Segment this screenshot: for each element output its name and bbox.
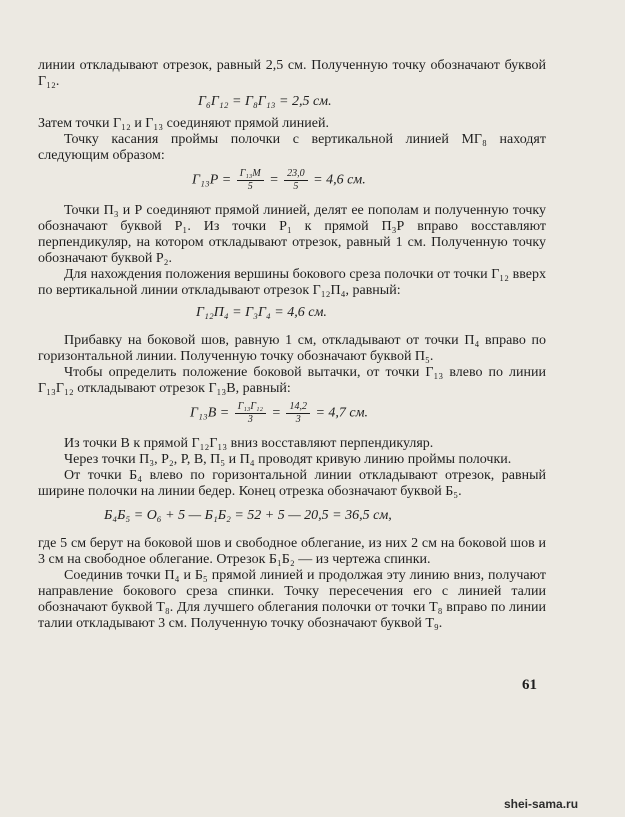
paragraph: Соединив точки П₄ и Б₅ прямой линией и продолжая эту линию вниз, получают направление бокового среза спинки. Точку пересечения его с линией талии обозначают буквой Т₈. Для лучшего облегания полочки от точки Т₈ вправо по линии талии откладывают 3 см. Полученную точку обозначают буквой Т₉. xyxy=(38,568,546,631)
paragraph: Прибавку на боковой шов, равную 1 см, откладывают от точки П₄ вправо по горизонтальной линии. Полученную точку обозначают буквой П₅. xyxy=(38,333,546,364)
page-number: 61 xyxy=(522,677,537,693)
paragraph: Точку касания проймы полочки с вертикальной линией МГ₈ находят следующим образом: xyxy=(38,132,546,163)
fraction xyxy=(284,168,308,193)
formula-equals: = xyxy=(271,405,281,421)
fraction-numerator: Г₁₃М xyxy=(237,168,264,181)
formula-rhs: = 4,6 см. xyxy=(313,172,366,188)
formula: Г₁₂П₄ = Г₃Г₄ = 4,6 см. xyxy=(196,305,327,320)
fraction-numerator: 14,2 xyxy=(286,401,310,414)
fraction xyxy=(237,168,264,193)
fraction-numerator: Г₁₃Г₁₂ xyxy=(235,401,266,414)
fraction-numerator: 23,0 xyxy=(284,168,308,181)
paragraph: Точки П₃ и Р соединяют прямой линией, делят ее пополам и полученную точку обозначают буквой Р₁. Из точки Р₁ к прямой П₃Р вправо восставляют перпендикуляр, на котором откладывают отрезок, равный 1 см. Полученную точку обозначают буквой Р₂. xyxy=(38,203,546,266)
paragraph: От точки Б₄ влево по горизонтальной линии откладывают отрезок, равный ширине полочки на линии бедер. Конец отрезка обозначают буквой Б₅. xyxy=(38,468,546,499)
formula-lhs: Г₁₃Р = xyxy=(192,172,232,188)
page-content xyxy=(38,58,546,632)
fraction xyxy=(235,401,266,426)
formula-rhs: = 4,7 см. xyxy=(315,405,369,421)
fraction-denominator: 3 xyxy=(247,414,253,425)
paragraph: Для нахождения положения вершины бокового среза полочки от точки Г₁₂ вверх по вертикальной линии откладывают отрезок Г₁₂П₄, равный: xyxy=(38,267,546,298)
paragraph: Чтобы определить положение боковой вытачки, от точки Г₁₃ влево по линии Г₁₃Г₁₂ откладывают отрезок Г₁₃В, равный: xyxy=(38,365,546,396)
fraction xyxy=(286,401,310,426)
formula-equals: = xyxy=(269,172,279,188)
formula: Г₆Г₁₂ = Г₈Г₁₃ = 2,5 см. xyxy=(198,94,332,109)
formula xyxy=(38,401,546,426)
paragraph: Затем точки Г₁₂ и Г₁₃ соединяют прямой линией. xyxy=(38,116,329,131)
fraction-denominator: 5 xyxy=(293,181,299,192)
paragraph: Через точки П₃, Р₂, Р, В, П₅ и П₄ проводят кривую линию проймы полочки. xyxy=(64,452,512,467)
fraction-denominator: 3 xyxy=(295,414,301,425)
paragraph: линии откладывают отрезок, равный 2,5 см. Полученную точку обозначают буквой Г₁₂. xyxy=(38,58,546,89)
watermark: shei-sama.ru xyxy=(504,797,579,811)
fraction-denominator: 5 xyxy=(247,181,253,192)
paragraph: Из точки В к прямой Г₁₂Г₁₃ вниз восставляют перпендикуляр. xyxy=(64,436,434,451)
paragraph: где 5 см берут на боковой шов и свободное облегание, из них 2 см на боковой шов и 3 см на свободное облегание. Отрезок Б₁Б₂ — из чертежа спинки. xyxy=(38,536,546,567)
formula-lhs: Г₁₃В = xyxy=(190,405,230,421)
formula xyxy=(38,168,546,193)
formula: Б₄Б₅ = О₆ + 5 — Б₁Б₂ = 52 + 5 — 20,5 = 36,5 см, xyxy=(104,508,392,523)
